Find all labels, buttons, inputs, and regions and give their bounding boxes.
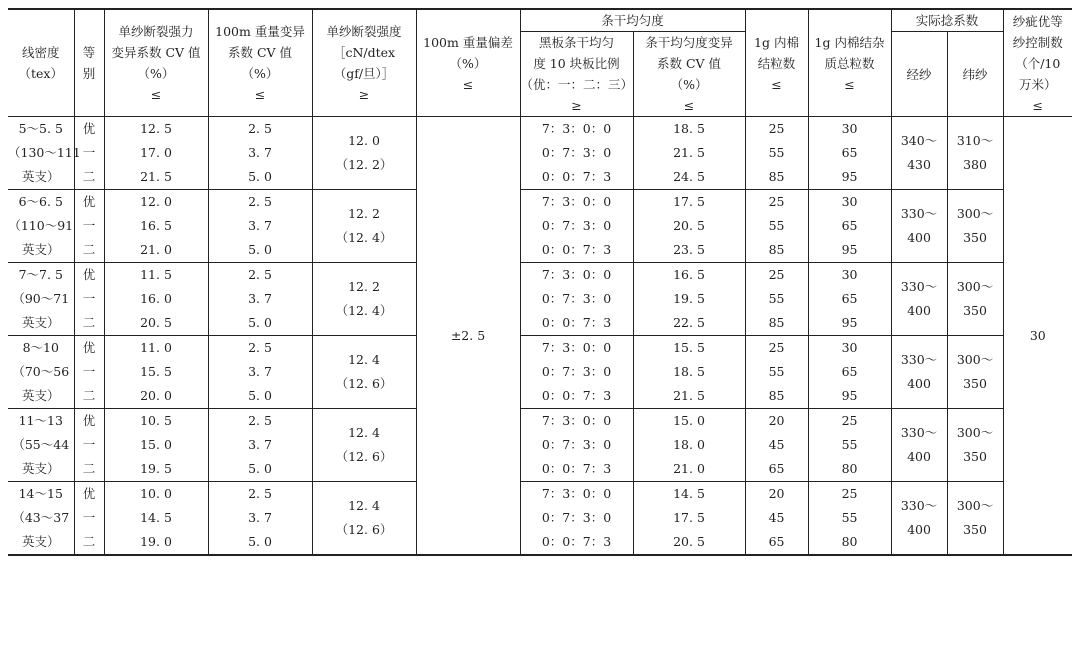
table-row xyxy=(8,117,1072,190)
cell-line: 24. 5 xyxy=(673,169,705,184)
cell-weight-cv xyxy=(208,117,312,190)
cell-line: 20. 5 xyxy=(673,218,705,233)
cell-line: 30 xyxy=(841,340,858,355)
cell-impurities xyxy=(808,190,891,263)
cell-line: （43～37 xyxy=(12,510,70,525)
cell-line: 14～15 xyxy=(18,486,63,501)
cell-line: 7：3：0：0 xyxy=(541,121,612,136)
cell-line: 2. 5 xyxy=(248,267,272,282)
cell-line: 7：3：0：0 xyxy=(541,413,612,428)
cell-line: 55 xyxy=(768,364,785,379)
cell-line: 2. 5 xyxy=(248,486,272,501)
cell-line: 3. 7 xyxy=(248,437,272,452)
cell-line: 300～ xyxy=(956,352,994,367)
cell-line: 优 xyxy=(82,267,96,282)
cell-line: 23. 5 xyxy=(673,242,705,257)
header-blackboard: 黑板条干均匀 度 10 块板比例 （优：一：二：三） ≥ xyxy=(520,32,633,117)
cell-line: 12. 0 xyxy=(140,194,172,209)
cell-impurities xyxy=(808,482,891,556)
cell-line: 65 xyxy=(841,145,858,160)
cell-line: 380 xyxy=(963,157,987,172)
cell-line: 21. 5 xyxy=(140,169,172,184)
cell-line: 400 xyxy=(907,230,931,245)
cell-impurities xyxy=(808,336,891,409)
cell-line: 5. 0 xyxy=(248,534,272,549)
cell-warp-twist xyxy=(891,190,947,263)
cell-line: 65 xyxy=(841,364,858,379)
cell-line: 21. 0 xyxy=(140,242,172,257)
cell-line: 25 xyxy=(768,121,785,136)
table-row xyxy=(8,263,1072,336)
cell-line: 20. 0 xyxy=(140,388,172,403)
cell-line: 340～ xyxy=(900,133,938,148)
cell-line: 5. 0 xyxy=(248,388,272,403)
cell-line: 12. 4 xyxy=(348,352,380,367)
header-weight-cv: 100m 重量变异 系数 CV 值 （%） ≤ xyxy=(208,9,312,117)
header-tenacity: 单纱断裂强度 ［cN/dtex （gf/旦）］ ≥ xyxy=(312,9,416,117)
cell-line: 10. 0 xyxy=(140,486,172,501)
cell-line: 20 xyxy=(768,413,785,428)
cell-grade xyxy=(74,336,104,409)
cell-strength-cv xyxy=(104,482,208,556)
cell-line: 30 xyxy=(841,267,858,282)
cell-line: 21. 5 xyxy=(673,145,705,160)
cell-tenacity xyxy=(312,409,416,482)
cell-line: 15. 0 xyxy=(140,437,172,452)
cell-line: 14. 5 xyxy=(140,510,172,525)
cell-line: 优 xyxy=(82,413,96,428)
cell-defects: 30 xyxy=(1003,117,1072,556)
cell-strength-cv xyxy=(104,409,208,482)
cell-line: 0：7：3：0 xyxy=(541,291,612,306)
table-row xyxy=(8,482,1072,556)
cell-line: 85 xyxy=(768,242,785,257)
cell-line: 45 xyxy=(768,437,785,452)
cell-line: 一 xyxy=(82,437,96,452)
cell-line: 3. 7 xyxy=(248,145,272,160)
table-row xyxy=(8,409,1072,482)
cell-line: 330～ xyxy=(900,498,938,513)
header-evenness-cv: 条干均匀度变异 系数 CV 值 （%） ≤ xyxy=(633,32,745,117)
cell-line: 400 xyxy=(907,449,931,464)
cell-line: 20. 5 xyxy=(140,315,172,330)
cell-line: 300～ xyxy=(956,498,994,513)
cell-warp-twist xyxy=(891,409,947,482)
cell-line: 18. 5 xyxy=(673,364,705,379)
cell-line: 350 xyxy=(963,449,987,464)
cell-line: （70～56 xyxy=(12,364,70,379)
cell-weft-twist xyxy=(947,263,1003,336)
cell-line: 300～ xyxy=(956,425,994,440)
cell-line: 5～5. 5 xyxy=(18,121,63,136)
cell-line: 19. 0 xyxy=(140,534,172,549)
cell-blackboard xyxy=(520,482,633,556)
cell-line: 3. 7 xyxy=(248,291,272,306)
cell-neps xyxy=(745,190,808,263)
cell-line: 16. 5 xyxy=(673,267,705,282)
cell-line: 17. 0 xyxy=(140,145,172,160)
cell-impurities xyxy=(808,409,891,482)
cell-line: 25 xyxy=(841,486,858,501)
cell-line: 95 xyxy=(841,169,858,184)
cell-line: 英支） xyxy=(21,534,60,549)
cell-weft-twist xyxy=(947,336,1003,409)
cell-weight-cv xyxy=(208,190,312,263)
cell-line: 80 xyxy=(841,534,858,549)
cell-line: 330～ xyxy=(900,352,938,367)
cell-line: （110～91 xyxy=(8,218,74,233)
cell-line: （12. 2） xyxy=(335,157,393,172)
header-weight-deviation: 100m 重量偏差 （%） ≤ xyxy=(416,9,520,117)
cell-line: 350 xyxy=(963,376,987,391)
cell-density xyxy=(8,482,74,556)
cell-line: 20 xyxy=(768,486,785,501)
cell-blackboard xyxy=(520,117,633,190)
cell-warp-twist xyxy=(891,482,947,556)
cell-line: 25 xyxy=(768,340,785,355)
cell-line: 65 xyxy=(841,291,858,306)
cell-line: 5. 0 xyxy=(248,242,272,257)
cell-line: 0：0：7：3 xyxy=(541,315,612,330)
cell-line: 优 xyxy=(82,340,96,355)
cell-line: 65 xyxy=(768,534,785,549)
cell-line: 7：3：0：0 xyxy=(541,267,612,282)
cell-line: 二 xyxy=(82,315,96,330)
cell-line: 95 xyxy=(841,242,858,257)
cell-line: 12. 5 xyxy=(140,121,172,136)
cell-weight-deviation: ±2. 5 xyxy=(416,117,520,556)
cell-line: 85 xyxy=(768,315,785,330)
header-defects: 纱疵优等 纱控制数 （个/10 万米） ≤ xyxy=(1003,9,1072,117)
cell-line: 一 xyxy=(82,145,96,160)
header-group-evenness: 条干均匀度 xyxy=(520,9,745,32)
cell-line: 5. 0 xyxy=(248,461,272,476)
cell-line: （12. 6） xyxy=(335,376,393,391)
cell-line: 17. 5 xyxy=(673,194,705,209)
header-impurities: 1g 内棉结杂 质总粒数 ≤ xyxy=(808,9,891,117)
header-weft: 纬纱 xyxy=(947,32,1003,117)
cell-line: 3. 7 xyxy=(248,218,272,233)
cell-line: （12. 6） xyxy=(335,522,393,537)
cell-line: 英支） xyxy=(21,461,60,476)
cell-weight-cv xyxy=(208,263,312,336)
cell-blackboard xyxy=(520,263,633,336)
table-row xyxy=(8,190,1072,263)
cell-line: 330～ xyxy=(900,425,938,440)
cell-line: 二 xyxy=(82,388,96,403)
cell-grade xyxy=(74,190,104,263)
cell-line: 二 xyxy=(82,461,96,476)
cell-line: 21. 0 xyxy=(673,461,705,476)
cell-line: 12. 2 xyxy=(348,206,380,221)
cell-line: 16. 0 xyxy=(140,291,172,306)
cell-line: 19. 5 xyxy=(140,461,172,476)
cell-tenacity xyxy=(312,336,416,409)
cell-line: 15. 5 xyxy=(673,340,705,355)
cell-line: 2. 5 xyxy=(248,121,272,136)
cell-line: 400 xyxy=(907,376,931,391)
cell-line: 330～ xyxy=(900,279,938,294)
cell-line: 30 xyxy=(841,121,858,136)
cell-line: 0：7：3：0 xyxy=(541,218,612,233)
cell-weight-cv xyxy=(208,482,312,556)
cell-line: 英支） xyxy=(21,169,60,184)
cell-evenness-cv xyxy=(633,336,745,409)
cell-grade xyxy=(74,409,104,482)
cell-line: 6～6. 5 xyxy=(18,194,63,209)
cell-line: 一 xyxy=(82,510,96,525)
cell-neps xyxy=(745,482,808,556)
cell-line: 300～ xyxy=(956,279,994,294)
cell-evenness-cv xyxy=(633,117,745,190)
header-density: 线密度 （tex） xyxy=(8,9,74,117)
cell-neps xyxy=(745,336,808,409)
cell-density xyxy=(8,117,81,190)
cell-line: 优 xyxy=(82,194,96,209)
cell-line: 350 xyxy=(963,230,987,245)
cell-evenness-cv xyxy=(633,190,745,263)
cell-neps xyxy=(745,409,808,482)
cell-line: 2. 5 xyxy=(248,413,272,428)
cell-line: 25 xyxy=(841,413,858,428)
cell-line: 95 xyxy=(841,315,858,330)
cell-line: 12. 4 xyxy=(348,425,380,440)
cell-line: 300～ xyxy=(956,206,994,221)
cell-neps xyxy=(745,263,808,336)
cell-line: 30 xyxy=(841,194,858,209)
cell-line: 85 xyxy=(768,388,785,403)
yarn-spec-table-container xyxy=(8,8,1072,556)
cell-line: 55 xyxy=(768,291,785,306)
cell-line: 400 xyxy=(907,303,931,318)
cell-tenacity xyxy=(312,263,416,336)
cell-line: 二 xyxy=(82,169,96,184)
cell-line: 65 xyxy=(768,461,785,476)
cell-line: 一 xyxy=(82,364,96,379)
header-warp: 经纱 xyxy=(891,32,947,117)
cell-line: 11. 0 xyxy=(140,340,172,355)
cell-line: 一 xyxy=(82,218,96,233)
cell-line: 0：0：7：3 xyxy=(541,388,612,403)
yarn-spec-table xyxy=(8,8,1072,556)
cell-line: 430 xyxy=(907,157,931,172)
cell-line: 0：0：7：3 xyxy=(541,461,612,476)
cell-line: 0：7：3：0 xyxy=(541,510,612,525)
cell-line: 11. 5 xyxy=(140,267,172,282)
cell-line: 7：3：0：0 xyxy=(541,340,612,355)
cell-line: 350 xyxy=(963,522,987,537)
cell-line: 55 xyxy=(841,437,858,452)
cell-weft-twist xyxy=(947,409,1003,482)
cell-line: 330～ xyxy=(900,206,938,221)
cell-line: （12. 4） xyxy=(335,230,393,245)
cell-line: 英支） xyxy=(21,242,60,257)
cell-evenness-cv xyxy=(633,263,745,336)
header-grade: 等 别 xyxy=(74,9,104,117)
cell-tenacity xyxy=(312,117,416,190)
cell-line: 8～10 xyxy=(22,340,59,355)
cell-line: 95 xyxy=(841,388,858,403)
cell-line: 12. 2 xyxy=(348,279,380,294)
cell-line: 20. 5 xyxy=(673,534,705,549)
cell-line: 英支） xyxy=(21,388,60,403)
cell-line: 19. 5 xyxy=(673,291,705,306)
cell-line: 55 xyxy=(768,218,785,233)
cell-strength-cv xyxy=(104,263,208,336)
cell-line: 11～13 xyxy=(18,413,63,428)
cell-line: 5. 0 xyxy=(248,315,272,330)
cell-weft-twist xyxy=(947,190,1003,263)
cell-line: 21. 5 xyxy=(673,388,705,403)
cell-line: 0：0：7：3 xyxy=(541,242,612,257)
cell-line: 85 xyxy=(768,169,785,184)
cell-line: （12. 6） xyxy=(335,449,393,464)
cell-line: 45 xyxy=(768,510,785,525)
cell-line: 17. 5 xyxy=(673,510,705,525)
cell-strength-cv xyxy=(104,117,208,190)
cell-tenacity xyxy=(312,190,416,263)
cell-line: 350 xyxy=(963,303,987,318)
cell-line: 7：3：0：0 xyxy=(541,486,612,501)
table-row xyxy=(8,336,1072,409)
cell-density xyxy=(8,409,74,482)
cell-line: 0：7：3：0 xyxy=(541,145,612,160)
cell-line: 12. 4 xyxy=(348,498,380,513)
cell-line: 18. 5 xyxy=(673,121,705,136)
cell-line: 优 xyxy=(82,486,96,501)
cell-line: 二 xyxy=(82,242,96,257)
cell-density xyxy=(8,263,74,336)
cell-blackboard xyxy=(520,190,633,263)
cell-line: 10. 5 xyxy=(140,413,172,428)
cell-impurities xyxy=(808,263,891,336)
cell-line: 14. 5 xyxy=(673,486,705,501)
cell-line: （130～111 xyxy=(8,145,81,160)
cell-line: 5. 0 xyxy=(248,169,272,184)
cell-grade xyxy=(74,482,104,556)
cell-strength-cv xyxy=(104,190,208,263)
cell-evenness-cv xyxy=(633,482,745,556)
cell-grade xyxy=(74,263,104,336)
cell-strength-cv xyxy=(104,336,208,409)
cell-line: 一 xyxy=(82,291,96,306)
header-strength-cv: 单纱断裂强力 变异系数 CV 值 （%） ≤ xyxy=(104,9,208,117)
cell-line: 12. 0 xyxy=(348,133,380,148)
cell-line: （55～44 xyxy=(12,437,70,452)
cell-line: 2. 5 xyxy=(248,340,272,355)
cell-line: 22. 5 xyxy=(673,315,705,330)
cell-line: 优 xyxy=(82,121,96,136)
cell-warp-twist xyxy=(891,117,947,190)
cell-impurities xyxy=(808,117,891,190)
cell-line: 7～7. 5 xyxy=(18,267,63,282)
cell-line: 3. 7 xyxy=(248,510,272,525)
cell-warp-twist xyxy=(891,336,947,409)
cell-line: 3. 7 xyxy=(248,364,272,379)
cell-line: 55 xyxy=(841,510,858,525)
cell-line: 25 xyxy=(768,267,785,282)
cell-weft-twist xyxy=(947,117,1003,190)
cell-line: （90～71 xyxy=(12,291,70,306)
cell-line: 0：0：7：3 xyxy=(541,534,612,549)
cell-line: （12. 4） xyxy=(335,303,393,318)
cell-blackboard xyxy=(520,409,633,482)
cell-warp-twist xyxy=(891,263,947,336)
cell-line: 0：7：3：0 xyxy=(541,437,612,452)
cell-weight-cv xyxy=(208,336,312,409)
cell-line: 310～ xyxy=(956,133,994,148)
cell-line: 25 xyxy=(768,194,785,209)
cell-density xyxy=(8,336,74,409)
cell-evenness-cv xyxy=(633,409,745,482)
cell-density xyxy=(8,190,74,263)
cell-line: 65 xyxy=(841,218,858,233)
cell-line: 18. 0 xyxy=(673,437,705,452)
cell-line: 15. 5 xyxy=(140,364,172,379)
cell-tenacity xyxy=(312,482,416,556)
cell-line: 400 xyxy=(907,522,931,537)
cell-line: 2. 5 xyxy=(248,194,272,209)
cell-weight-cv xyxy=(208,409,312,482)
cell-line: 英支） xyxy=(21,315,60,330)
cell-line: 80 xyxy=(841,461,858,476)
cell-line: 16. 5 xyxy=(140,218,172,233)
cell-line: 15. 0 xyxy=(673,413,705,428)
header-group-twist: 实际捻系数 xyxy=(891,9,1003,32)
cell-line: 二 xyxy=(82,534,96,549)
cell-weft-twist xyxy=(947,482,1003,556)
cell-line: 0：0：7：3 xyxy=(541,169,612,184)
cell-line: 7：3：0：0 xyxy=(541,194,612,209)
cell-neps xyxy=(745,117,808,190)
cell-line: 0：7：3：0 xyxy=(541,364,612,379)
cell-line: 55 xyxy=(768,145,785,160)
cell-blackboard xyxy=(520,336,633,409)
header-neps: 1g 内棉 结粒数 ≤ xyxy=(745,9,808,117)
